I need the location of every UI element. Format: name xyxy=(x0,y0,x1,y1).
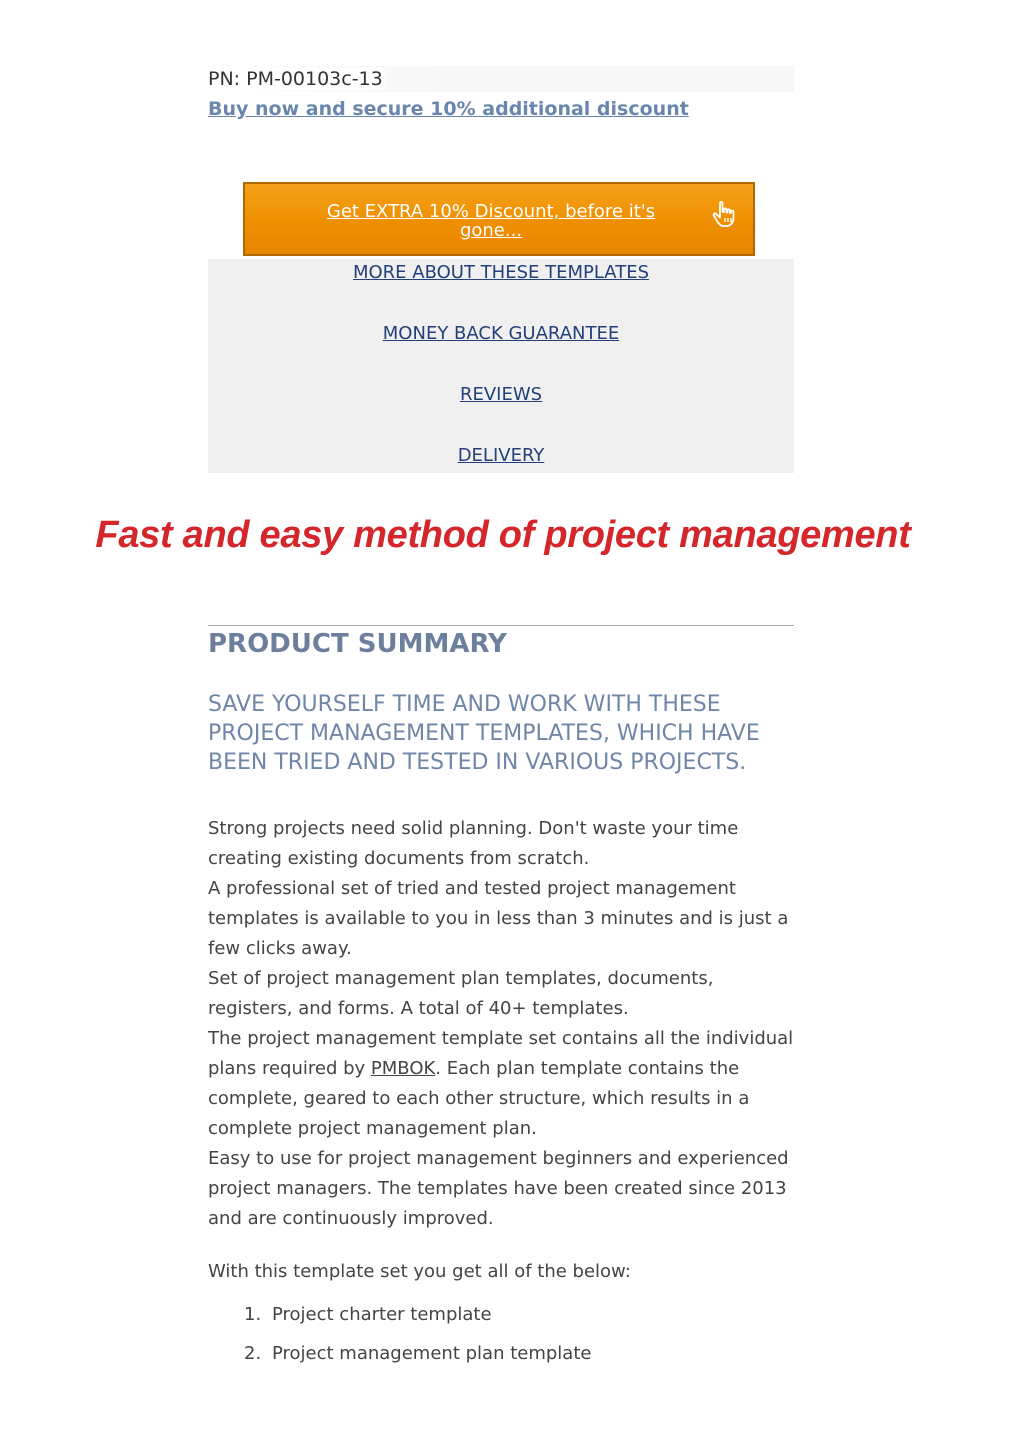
list-item-text: Project management plan template xyxy=(272,1343,592,1364)
extra-discount-label[interactable]: Get EXTRA 10% Discount, before it's gone... xyxy=(326,201,656,241)
template-menu xyxy=(208,259,794,473)
product-summary-title: PRODUCT SUMMARY xyxy=(208,629,507,659)
list-item-number: 2. xyxy=(244,1343,262,1364)
menu-item-delivery[interactable]: DELIVERY xyxy=(457,445,545,466)
part-number: PN: PM-00103c-13 xyxy=(208,68,383,90)
summary-paragraph: A professional set of tried and tested project management templates is available to you in less than 3 minutes and is just a few clicks away. xyxy=(208,878,789,959)
summary-paragraph: Strong projects need solid planning. Don't waste your time creating existing documents from scratch. xyxy=(208,818,739,869)
summary-paragraph-pmbok xyxy=(208,1024,794,1144)
list-item-number: 1. xyxy=(244,1304,262,1325)
summary-paragraph: Easy to use for project management beginners and experienced project managers. The templates have been created since 2013 and are continuously improved. xyxy=(208,1148,789,1229)
menu-item-reviews[interactable]: REVIEWS xyxy=(459,384,543,405)
part-number-row xyxy=(208,66,794,92)
menu-item-money-back[interactable]: MONEY BACK GUARANTEE xyxy=(382,323,620,344)
pmbok-text-after: . Each plan template contains the complete, geared to each other structure, which results in a complete project management plan. xyxy=(208,1058,750,1139)
list-intro: With this template set you get all of the below: xyxy=(208,1261,631,1282)
menu-item-more-about[interactable]: MORE ABOUT THESE TEMPLATES xyxy=(352,262,650,283)
pmbok-text-before: The project management template set contains all the individual plans required by xyxy=(208,1028,794,1079)
pmbok-link[interactable]: PMBOK xyxy=(370,1058,436,1079)
summary-body xyxy=(208,814,794,1234)
extra-discount-button[interactable] xyxy=(243,182,755,256)
discount-link[interactable]: Buy now and secure 10% additional discount xyxy=(208,98,689,120)
hand-pointer-icon xyxy=(711,200,737,228)
page-headline: Fast and easy method of project management xyxy=(95,514,911,556)
list-item xyxy=(208,1339,794,1369)
summary-subhead: SAVE YOURSELF TIME AND WORK WITH THESE PROJECT MANAGEMENT TEMPLATES, WHICH HAVE BEEN TRIED AND TESTED IN VARIOUS PROJECTS. xyxy=(208,692,760,775)
list-item-text: Project charter template xyxy=(272,1304,492,1325)
summary-paragraph: Set of project management plan templates, documents, registers, and forms. A total of 40+ templates. xyxy=(208,968,714,1019)
list-item xyxy=(208,1300,794,1330)
